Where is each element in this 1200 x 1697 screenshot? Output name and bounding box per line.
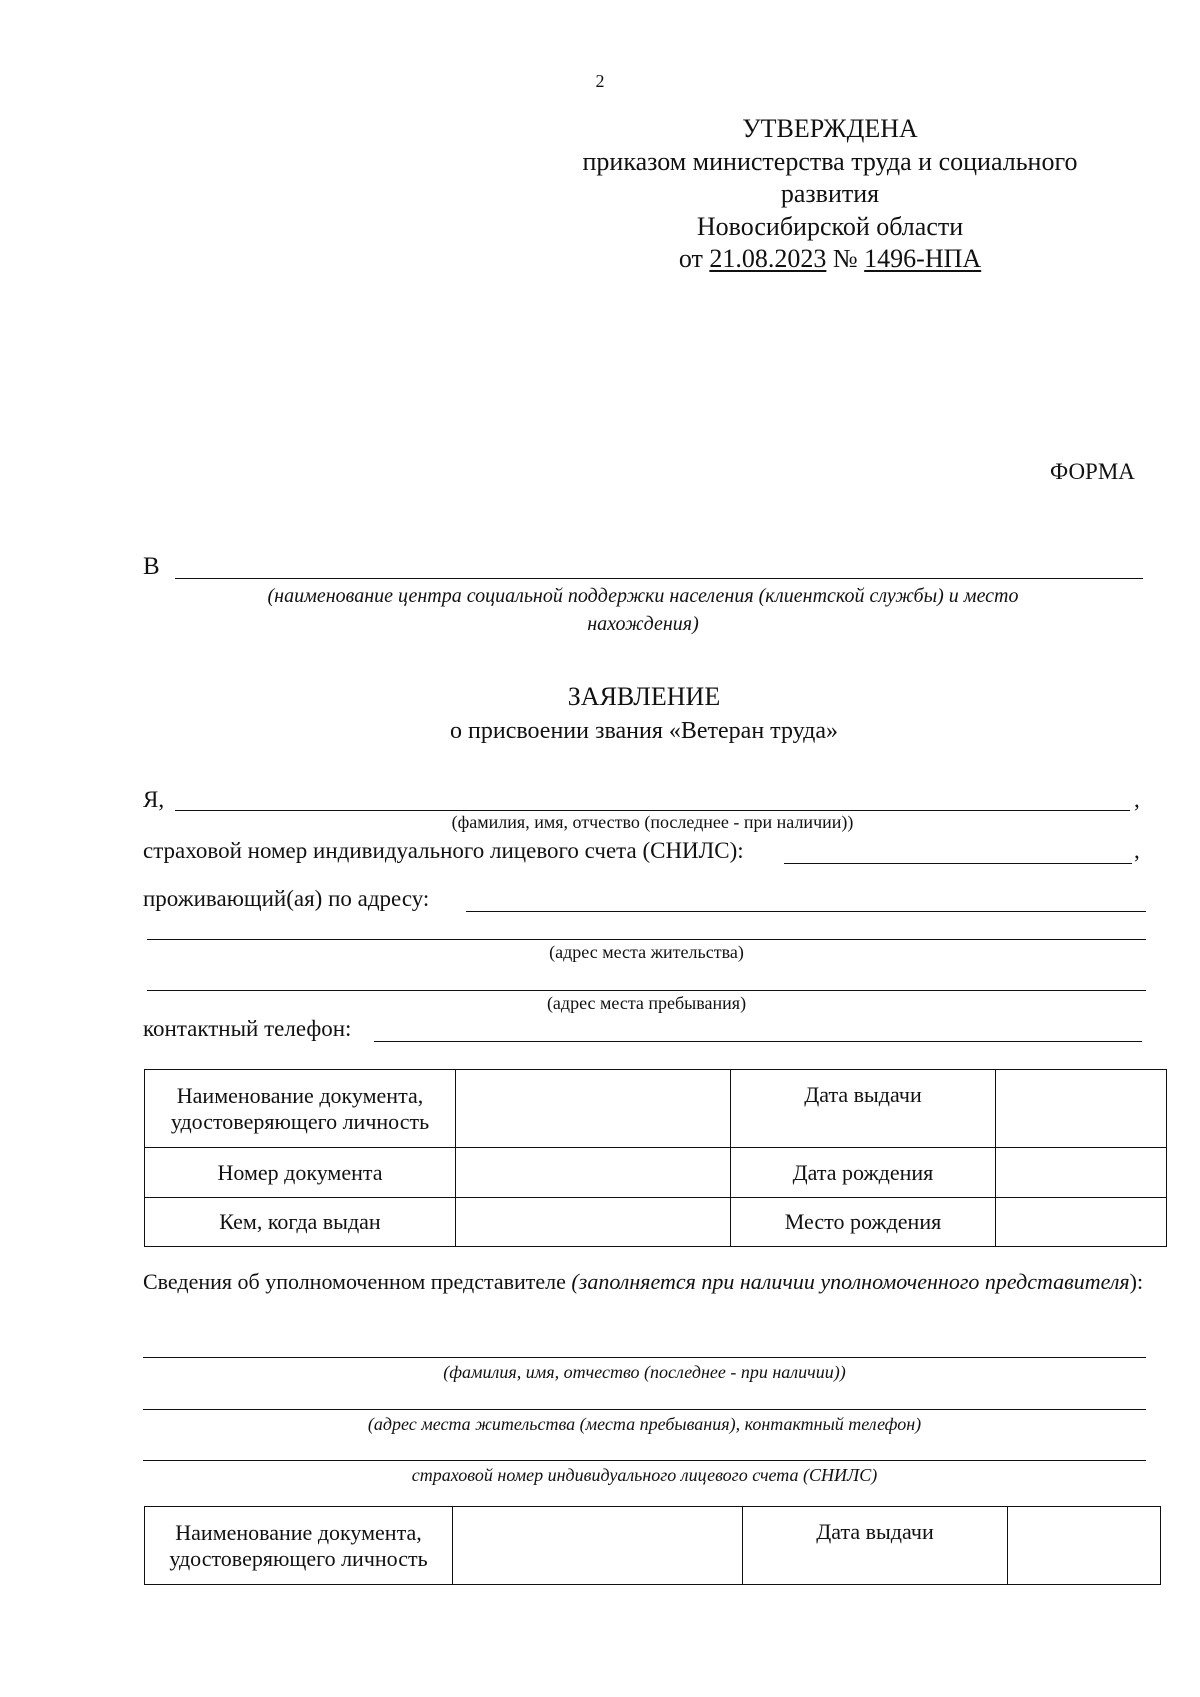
rep-address-hint: (адрес места жительства (места пребывания), контактный телефон): [367, 1414, 922, 1434]
rep-doc-name-value[interactable]: [453, 1507, 743, 1585]
recipient-prefix: В: [143, 553, 160, 580]
approval-status: УТВЕРЖДЕНА: [742, 114, 918, 143]
birth-date-value[interactable]: [996, 1148, 1167, 1198]
applicant-residence-field[interactable]: [147, 939, 1146, 940]
approval-line2: развития: [780, 179, 880, 208]
doc-name-value[interactable]: [456, 1070, 731, 1148]
doc-number-label: Номер документа: [145, 1148, 456, 1198]
applicant-phone-label: контактный телефон:: [143, 1016, 352, 1041]
applicant-document-table: [144, 1069, 1167, 1247]
document-subtitle: о присвоении звания «Ветеран труда»: [450, 718, 838, 744]
form-label: ФОРМА: [1050, 459, 1135, 484]
birth-date-label: Дата рождения: [731, 1148, 996, 1198]
approval-line1: приказом министерства труда и социального: [582, 146, 1078, 176]
representative-intro: Сведения об уполномоченном представителе (заполняется при наличии уполномоченного представителя):: [143, 1269, 1144, 1294]
rep-issue-date-label: Дата выдачи: [743, 1507, 1008, 1585]
birth-place-label: Место рождения: [731, 1198, 996, 1247]
approval-number: 1496-НПА: [864, 244, 982, 273]
recipient-field[interactable]: [175, 578, 1143, 579]
applicant-address-field[interactable]: [466, 911, 1146, 912]
applicant-address-label: проживающий(ая) по адресу:: [143, 886, 430, 911]
rep-fio-hint: (фамилия, имя, отчество (последнее - при наличии)): [443, 1362, 846, 1382]
applicant-fio-field[interactable]: [175, 810, 1130, 811]
applicant-residence-hint: (адрес места жительства): [549, 942, 744, 962]
applicant-snils-comma: ,: [1134, 838, 1140, 863]
applicant-snils-field[interactable]: [784, 863, 1132, 864]
applicant-fio-hint: (фамилия, имя, отчество (последнее - при наличии)): [451, 812, 854, 832]
applicant-fio-comma: ,: [1134, 787, 1140, 812]
issue-date-value[interactable]: [996, 1070, 1167, 1148]
applicant-snils-label: страховой номер индивидуального лицевого счета (СНИЛС):: [143, 838, 744, 863]
issue-date-label: Дата выдачи: [731, 1070, 996, 1148]
rep-snils-hint: страховой номер индивидуального лицевого счета (СНИЛС): [411, 1465, 878, 1485]
table-row: [145, 1507, 1161, 1585]
rep-issue-date-value[interactable]: [1008, 1507, 1161, 1585]
table-row: [145, 1148, 1167, 1198]
approval-line3: Новосибирской области: [696, 211, 964, 241]
applicant-stay-field[interactable]: [147, 990, 1146, 991]
approval-date-line: от 21.08.2023 № 1496-НПА: [678, 244, 982, 273]
applicant-stay-hint: (адрес места пребывания): [546, 993, 747, 1013]
table-row: [145, 1070, 1167, 1148]
rep-doc-name-label: Наименование документа, удостоверяющего личность: [145, 1507, 453, 1585]
applicant-phone-field[interactable]: [374, 1041, 1142, 1042]
issued-by-label: Кем, когда выдан: [145, 1198, 456, 1247]
rep-document-table: [144, 1506, 1161, 1585]
birth-place-value[interactable]: [996, 1198, 1167, 1247]
doc-number-value[interactable]: [456, 1148, 731, 1198]
document-title: ЗАЯВЛЕНИЕ: [567, 682, 721, 711]
approval-block: [540, 113, 1120, 276]
table-row: [145, 1198, 1167, 1247]
recipient-hint: (наименование центра социальной поддержки населения (клиентской службы) и место нахождения): [267, 585, 1019, 635]
doc-name-label: Наименование документа, удостоверяющего личность: [145, 1070, 456, 1148]
issued-by-value[interactable]: [456, 1198, 731, 1247]
applicant-ya: Я,: [143, 787, 165, 812]
approval-date: 21.08.2023: [709, 244, 827, 273]
page-number: 2: [595, 71, 605, 91]
